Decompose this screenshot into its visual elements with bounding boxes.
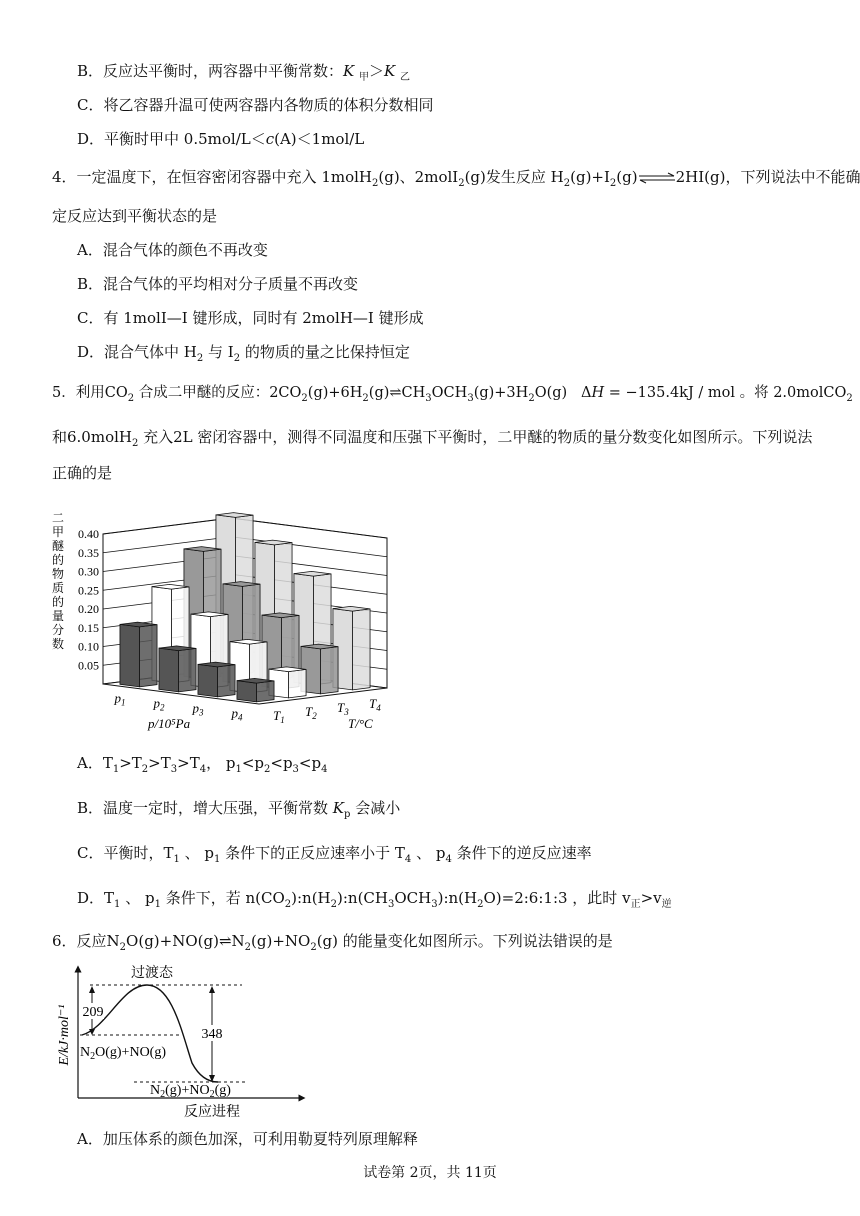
chart-xtick-label-p4: $p_4$ <box>231 705 243 723</box>
chart-bar-side <box>288 669 306 697</box>
chart-bar-side <box>217 665 235 697</box>
ea-forward-value: 209 <box>82 1005 104 1020</box>
q5-option-d: D．$T_1$ 、 $p_1$ 条件下，若 $n(CO_2):n(H_2):n(CH_3OCH_3):n(H_2O)=2:6:1:3$ ，此时 $v_正>v_逆$ <box>77 889 672 910</box>
chart-ztick-label-T3: $T_3$ <box>337 700 349 717</box>
q6-option-a: A．加压体系的颜色加深，可利用勒夏特列原理解释 <box>77 1130 418 1148</box>
equilibrium-arrow-icon <box>638 172 676 184</box>
chart-ytick-label: 0.35 <box>78 545 99 560</box>
chart-ytick-label: 0.20 <box>78 602 99 616</box>
energy-profile-diagram <box>52 963 312 1123</box>
chart-ytick-label: 0.25 <box>78 583 99 598</box>
q5-option-a: A．$T_1>T_2>T_3>T_4$， $p_1<p_2<p_3<p_4$ <box>77 754 328 775</box>
reactant-label: $N_2O(g)+NO(g)$ <box>80 1045 166 1062</box>
chart-pressure-axis-title: p/10⁵Pa <box>148 716 191 731</box>
dimethyl-ether-3d-bar-chart <box>48 492 438 742</box>
q4-option-b: B．混合气体的平均相对分子质量不再改变 <box>77 275 359 293</box>
chart-bar-T3-p4 <box>301 644 338 694</box>
energy-y-label: E/kJ·mol⁻¹ <box>57 1004 72 1066</box>
energy-x-label: 反应进程 <box>184 1104 240 1120</box>
q4-stem-line1: 4．一定温度下，在恒容密闭容器中充入 1molH$_2$(g)、2molI$_2$(g)发生反应 $H_2(g)+I_2(g)$ 2HI(g)，下列说法中不能确 <box>52 168 860 189</box>
chart-bar-T1-p4 <box>237 678 274 701</box>
chart-bar-T1-p2 <box>159 646 196 692</box>
chart-xtick-label-p1: $p_1$ <box>114 690 126 708</box>
chart-bar-side <box>139 625 157 687</box>
q5-option-b: B．温度一定时，增大压强，平衡常数 $K_p$ 会减小 <box>77 799 401 820</box>
q5-option-c: C．平衡时，$T_1$ 、 $p_1$ 条件下的正反应速率小于 $T_4$ 、 $p_4$ 条件下的逆反应速率 <box>77 844 592 865</box>
q3-option-c: C．将乙容器升温可使两容器内各物质的体积分数相同 <box>77 96 434 114</box>
chart-ytick-label: 0.10 <box>78 639 99 654</box>
chart-bar-side <box>256 681 274 702</box>
ts-label: 过渡态 <box>131 965 173 981</box>
q6-stem: 6．反应$N_2O(g)+NO(g)\rightleftharpoons N_2(g)+NO_2(g)$ 的能量变化如图所示。下列说法错误的是 <box>52 932 613 953</box>
q4-stem-line2: 定反应达到平衡状态的是 <box>52 207 218 225</box>
chart-ytick-label: 0.15 <box>78 620 99 635</box>
ea-reverse-value: 348 <box>201 1027 223 1042</box>
chart-y-axis-title: 二甲醚的物质的量分数 <box>51 511 65 651</box>
q5-stem-line2: 和6.0molH$_2$ 充入2L 密闭容器中，测得不同温度和压强下平衡时，二甲醚的物质的量分数变化如图所示。下列说法 <box>52 428 813 449</box>
chart-temperature-axis-title: T/°C <box>348 716 373 731</box>
energy-curve <box>82 985 218 1082</box>
chart-bar-front <box>120 624 140 687</box>
q3-option-d: D．平衡时甲中 0.5mol/L＜c(A)＜1mol/L <box>77 130 365 148</box>
q3-option-b: B．反应达平衡时，两容器中平衡常数：K $_甲$＞K $_乙$ <box>77 62 411 83</box>
chart-bar-T1-p3 <box>198 662 235 697</box>
chart-bar-side <box>352 609 370 690</box>
product-label: $N_2(g)+NO_2(g)$ <box>150 1083 231 1100</box>
chart-bar-front <box>198 664 218 697</box>
q4-option-a: A．混合气体的颜色不再改变 <box>77 241 268 259</box>
chart-bar-front <box>237 681 257 702</box>
q4-option-d: D．混合气体中 $H_2$ 与 $I_2$ 的物质的量之比保持恒定 <box>77 343 410 364</box>
chart-bar-T4-p4 <box>333 606 370 689</box>
chart-bar-T2-p4 <box>269 667 306 698</box>
page-footer: 试卷第 2页，共 11页 <box>363 1165 497 1181</box>
chart-bar-T1-p1 <box>120 622 157 687</box>
chart-bar-side <box>178 648 196 691</box>
chart-ytick-label: 0.40 <box>78 527 99 541</box>
chart-bar-front <box>159 648 179 692</box>
q5-stem-line3: 正确的是 <box>52 464 113 482</box>
q5-stem-line1: 5．利用$CO_2$ 合成二甲醚的反应：$2CO_2(g)+6H_2(g)\rightleftharpoons CH_3OCH_3(g)+3H_2O(g) \Delta H = -135.4kJ$ / mol 。将 2.0molCO$_2$ <box>52 385 853 404</box>
q4-option-c: C．有 1molI—I 键形成，同时有 2molH—I 键形成 <box>77 309 424 327</box>
chart-ztick-label-T1: $T_1$ <box>273 708 285 725</box>
chart-xtick-label-p3: $p_3$ <box>192 700 204 718</box>
chart-ztick-label-T4: $T_4$ <box>369 696 381 713</box>
chart-xtick-label-p2: $p_2$ <box>153 695 165 713</box>
chart-ztick-label-T2: $T_2$ <box>305 704 317 721</box>
chart-bar-side <box>320 647 338 694</box>
chart-ytick-label: 0.30 <box>78 564 99 579</box>
chart-ytick-label: 0.05 <box>78 658 99 673</box>
